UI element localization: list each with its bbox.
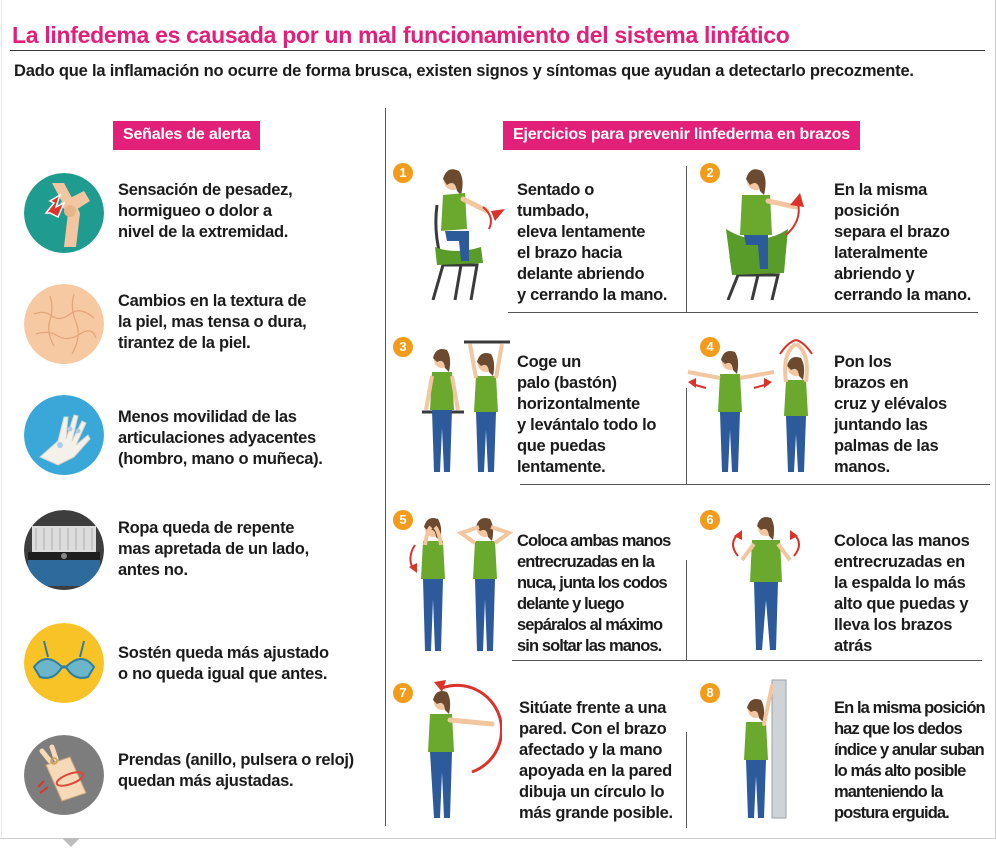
exercise-text-6: Coloca las manos entrecruzadas en la espalda lo más alto que puedas y lleva los brazos atrás bbox=[834, 532, 970, 655]
alert-item-6 bbox=[24, 735, 374, 821]
exercise-7-figure bbox=[412, 676, 502, 822]
exercise-number-3: 3 bbox=[393, 337, 413, 357]
skin-texture-icon bbox=[24, 284, 104, 364]
exercise-5-figure bbox=[403, 515, 513, 655]
exercise-4-figure bbox=[684, 338, 824, 476]
exercise-number-1: 1 bbox=[393, 163, 413, 183]
exercise-3-figure bbox=[420, 338, 512, 476]
exercise-number-6: 6 bbox=[700, 510, 720, 530]
exercise-text-1: Sentado o tumbado, eleva lentamente el brazo hacia delante abriendo y cerrando la mano. bbox=[517, 181, 668, 304]
alert-text-3: Menos movilidad de las articulaciones adyacentes (hombro, mano o muñeca). bbox=[118, 408, 323, 468]
exercises-heading: Ejercicios para prevenir linfederma en brazos bbox=[503, 121, 860, 150]
bottom-notch bbox=[62, 838, 80, 847]
page-title: La linfedema es causada por un mal funcionamiento del sistema linfático bbox=[12, 22, 790, 48]
exercise-number-2: 2 bbox=[700, 163, 720, 183]
alert-text-5: Sostén queda más ajustado o no queda igual que antes. bbox=[118, 644, 329, 683]
exercise-text-3: Coge un palo (bastón) horizontalmente y levántalo todo lo que puedas lentamente. bbox=[517, 353, 657, 476]
exercise-8-figure bbox=[736, 676, 796, 822]
exercise-2-figure bbox=[722, 165, 817, 300]
grid-line bbox=[686, 560, 687, 660]
exercise-text-4: Pon los brazos en cruz y elévalos juntando las palmas de las manos. bbox=[834, 353, 947, 476]
alert-item-4 bbox=[24, 510, 374, 596]
hand-joints-icon bbox=[24, 395, 104, 475]
exercise-text-5: Coloca ambas manos entrecruzadas en la nuca, junta los codos delante y luego sepáralos al máximo sin soltar las manos. bbox=[517, 532, 671, 655]
alert-item-3 bbox=[24, 395, 374, 481]
alert-text-1: Sensación de pesadez, hormigueo o dolor a nivel de la extremidad. bbox=[118, 181, 293, 241]
grid-line bbox=[508, 312, 978, 313]
alert-item-2 bbox=[24, 284, 374, 370]
exercise-number-7: 7 bbox=[393, 683, 413, 703]
tight-clothes-icon bbox=[24, 510, 104, 590]
grid-line bbox=[512, 660, 982, 661]
exercise-text-7: Sitúate frente a una pared. Con el brazo afectado y la mano apoyada en la pared dibuja un círculo lo más grande posible. bbox=[519, 699, 673, 822]
exercise-6-figure bbox=[724, 512, 808, 654]
exercise-text-8: En la misma posición haz que los dedos índice y anular suban lo más alto posible manteniendo la postura erguida. bbox=[834, 699, 985, 822]
alert-text-6: Prendas (anillo, pulsera o reloj) quedan más ajustadas. bbox=[118, 751, 354, 790]
painful-knee-icon bbox=[24, 173, 104, 253]
alert-item-5 bbox=[24, 623, 374, 709]
exercise-1-figure bbox=[425, 165, 510, 300]
exercise-number-5: 5 bbox=[393, 510, 413, 530]
page-subtitle: Dado que la inflamación no ocurre de forma brusca, existen signos y síntomas que ayudan a detectarlo precozmente. bbox=[14, 62, 914, 80]
bottom-border bbox=[0, 838, 996, 839]
exercise-text-2: En la misma posición separa el brazo lateralmente abriendo y cerrando la mano. bbox=[834, 181, 972, 304]
grid-line bbox=[520, 484, 990, 485]
alert-signs-heading: Señales de alerta bbox=[113, 121, 260, 150]
alert-text-2: Cambios en la textura de la piel, mas tensa o dura, tirantez de la piel. bbox=[118, 292, 307, 352]
grid-line bbox=[686, 732, 687, 828]
ring-bracelet-icon bbox=[24, 735, 104, 815]
exercise-number-4: 4 bbox=[700, 337, 720, 357]
grid-line bbox=[686, 166, 687, 312]
bra-icon bbox=[24, 623, 104, 703]
title-underline bbox=[10, 50, 985, 51]
alert-text-4: Ropa queda de repente mas apretada de un lado, antes no. bbox=[118, 519, 309, 579]
column-divider bbox=[385, 108, 386, 826]
alert-item-1 bbox=[24, 173, 374, 259]
exercise-number-8: 8 bbox=[700, 683, 720, 703]
